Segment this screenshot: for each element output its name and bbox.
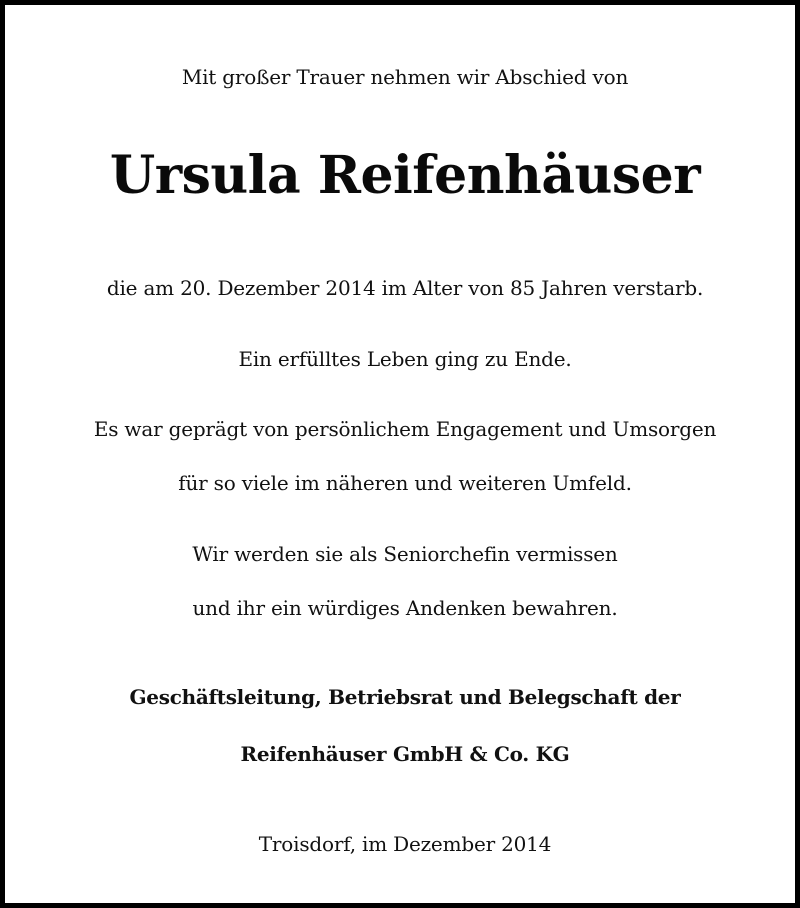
deceased-name: Ursula Reifenhäuser [109, 145, 701, 206]
intro-text: Mit großer Trauer nehmen wir Abschied von [181, 65, 629, 89]
life-text: Ein erfülltes Leben ging zu Ende. [238, 347, 572, 371]
remembrance-text-line-2: und ihr ein würdiges Andenken bewahren. [192, 596, 618, 620]
death-date-text: die am 20. Dezember 2014 im Alter von 85 Jahren verstarb. [106, 276, 704, 300]
signatory-company: Reifenhäuser GmbH & Co. KG [240, 742, 570, 766]
remembrance-text-line-1: Wir werden sie als Seniorchefin vermissen [192, 542, 618, 566]
signatory-line-1: Geschäftsleitung, Betriebsrat und Belegschaft der [129, 685, 681, 709]
tribute-text-line-2: für so viele im näheren und weiteren Umfeld. [178, 471, 632, 495]
place-date: Troisdorf, im Dezember 2014 [258, 832, 552, 856]
tribute-text-line-1: Es war geprägt von persönlichem Engagement und Umsorgen [93, 417, 717, 441]
